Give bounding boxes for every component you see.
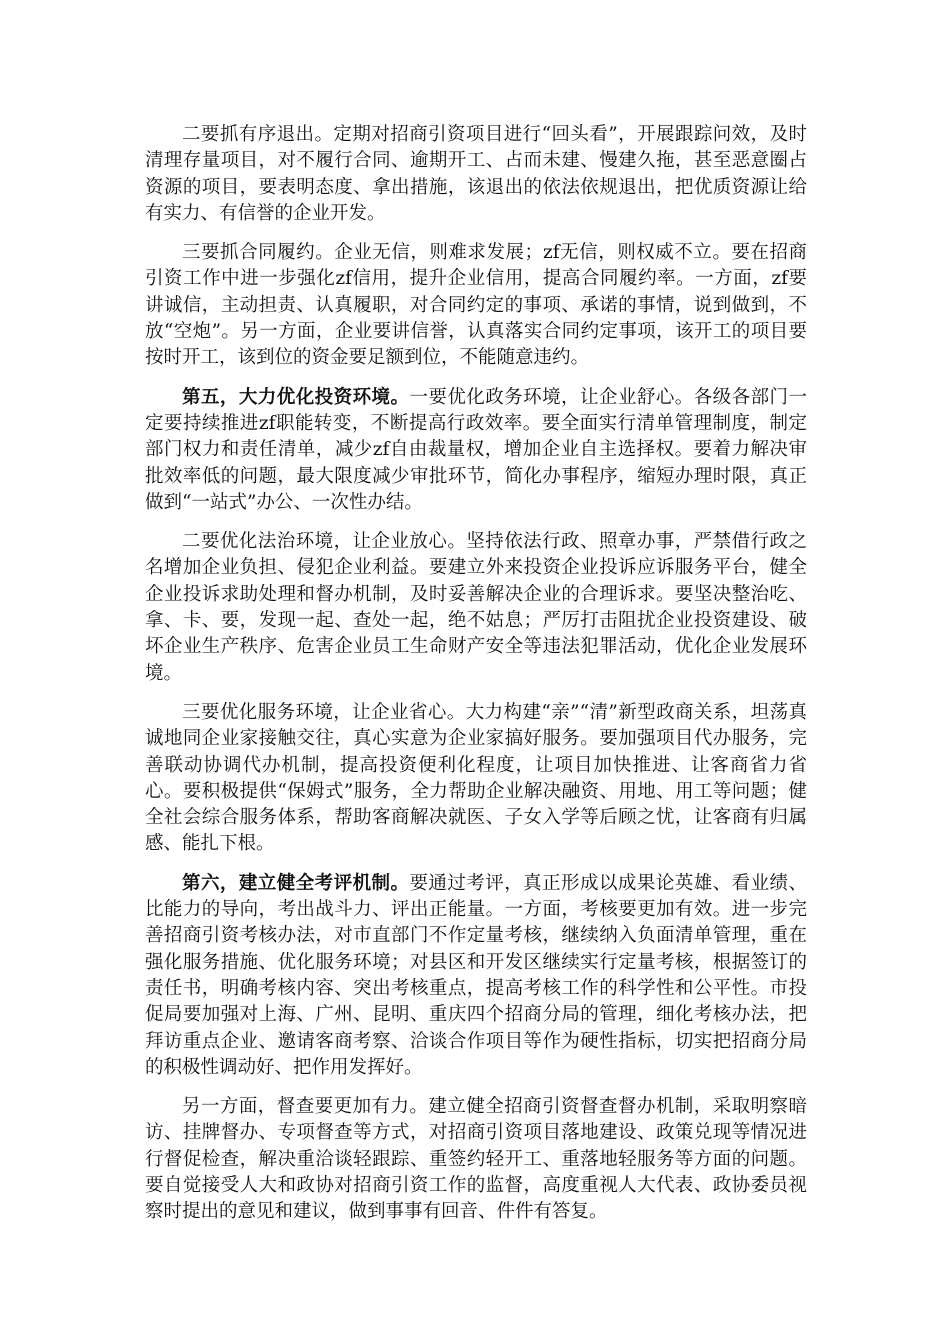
paragraph-text: 三要优化服务环境，让企业省心。大力构建“亲”“清”新型政商关系，坦荡真诚地同企业家接触交往，真心实意为企业家搞好服务。要加强项目代办服务，完善联动协调代办机制，提高投资便利化程度，让项目加快推进、让客商省力省心。要积极提供“保姆式”服务，全力帮助企业解决融资、用地、用工等问题；健全社会综合服务体系，帮助客商解决就医、子女入学等后顾之忧，让客商有归属感、能扎下根。 [145, 701, 807, 855]
paragraph-text: 二要抓有序退出。定期对招商引资项目进行“回头看”，开展跟踪问效，及时清理存量项目，对不履行合同、逾期开工、占而未建、慢建久拖，甚至恶意圈占资源的项目，要表明态度、拿出措施，该退出的依法依规退出，把优质资源让给有实力、有信誉的企业开发。 [145, 124, 807, 224]
paragraph-contract-performance [145, 240, 807, 371]
paragraph-text: 三要抓合同履约。企业无信，则难求发展；zf无信，则权威不立。要在招商引资工作中进一步强化zf信用，提升企业信用，提高合同履约率。一方面，zf要讲诚信，主动担责、认真履职，对合同约定的事项、承诺的事情，说到做到，不放“空炮”。另一方面，企业要讲信誉，认真落实合同约定事项，该开工的项目要按时开工，该到位的资金要足额到位，不能随意违约。 [145, 242, 807, 369]
paragraph-text: 二要优化法治环境，让企业放心。坚持依法行政、照章办事，严禁借行政之名增加企业负担、侵犯企业利益。要建立外来投资企业投诉应诉服务平台，健全企业投诉求助处理和督办机制，及时妥善解决企业的合理诉求。要坚决整治吃、拿、卡、要，发现一起、查处一起，绝不姑息；严厉打击阻扰企业投资建设、破坏企业生产秩序、危害企业员工生命财产安全等违法犯罪活动，优化企业发展环境。 [145, 531, 807, 684]
paragraph-text: 另一方面，督查要更加有力。建立健全招商引资督查督办机制，采取明察暗访、挂牌督办、专项督查等方式，对招商引资项目落地建设、政策兑现等情况进行督促检查，解决重洽谈轻跟踪、重签约轻开工、重落地轻服务等方面的问题。要自觉接受人大和政协对招商引资工作的监督，高度重视人大代表、政协委员视察时提出的意见和建议，做到事事有回音、件件有答复。 [145, 1096, 807, 1223]
paragraph-heading-sixth: 第六，建立健全考评机制。 [182, 872, 410, 894]
paragraph-heading-fifth: 第五，大力优化投资环境。 [182, 386, 410, 408]
paragraph-evaluation-mechanism [145, 871, 807, 1081]
paragraph-service-environment [145, 700, 807, 858]
paragraph-investment-environment [145, 385, 807, 516]
paragraph-text: 要通过考评，真正形成以成果论英雄、看业绩、比能力的导向，考出战斗力、评出正能量。一方面，考核要更加有效。进一步完善招商引资考核办法，对市直部门不作定量考核，继续纳入负面清单管理，重在强化服务措施、优化服务环境；对县区和开发区继续实行定量考核，根据签订的责任书，明确考核内容、突出考核重点，提高考核工作的科学性和公平性。市投促局要加强对上海、广州、昆明、重庆四个招商分局的管理，细化考核办法，把拜访重点企业、邀请客商考察、洽谈合作项目等作为硬性指标，切实把招商分局的积极性调动好、把作用发挥好。 [145, 872, 807, 1078]
paragraph-supervision [145, 1094, 807, 1225]
document-body [145, 122, 807, 1239]
paragraph-legal-environment [145, 529, 807, 687]
paragraph-text: 一要优化政务环境，让企业舒心。各级各部门一定要持续推进zf职能转变，不断提高行政效率。要全面实行清单管理制度，制定部门权力和责任清单，减少zf自由裁量权，增加企业自主选择权。要着力解决审批效率低的问题，最大限度减少审批环节，简化办事程序，缩短办理时限，真正做到“一站式”办公、一次性办结。 [145, 386, 807, 513]
paragraph-orderly-exit [145, 122, 807, 227]
